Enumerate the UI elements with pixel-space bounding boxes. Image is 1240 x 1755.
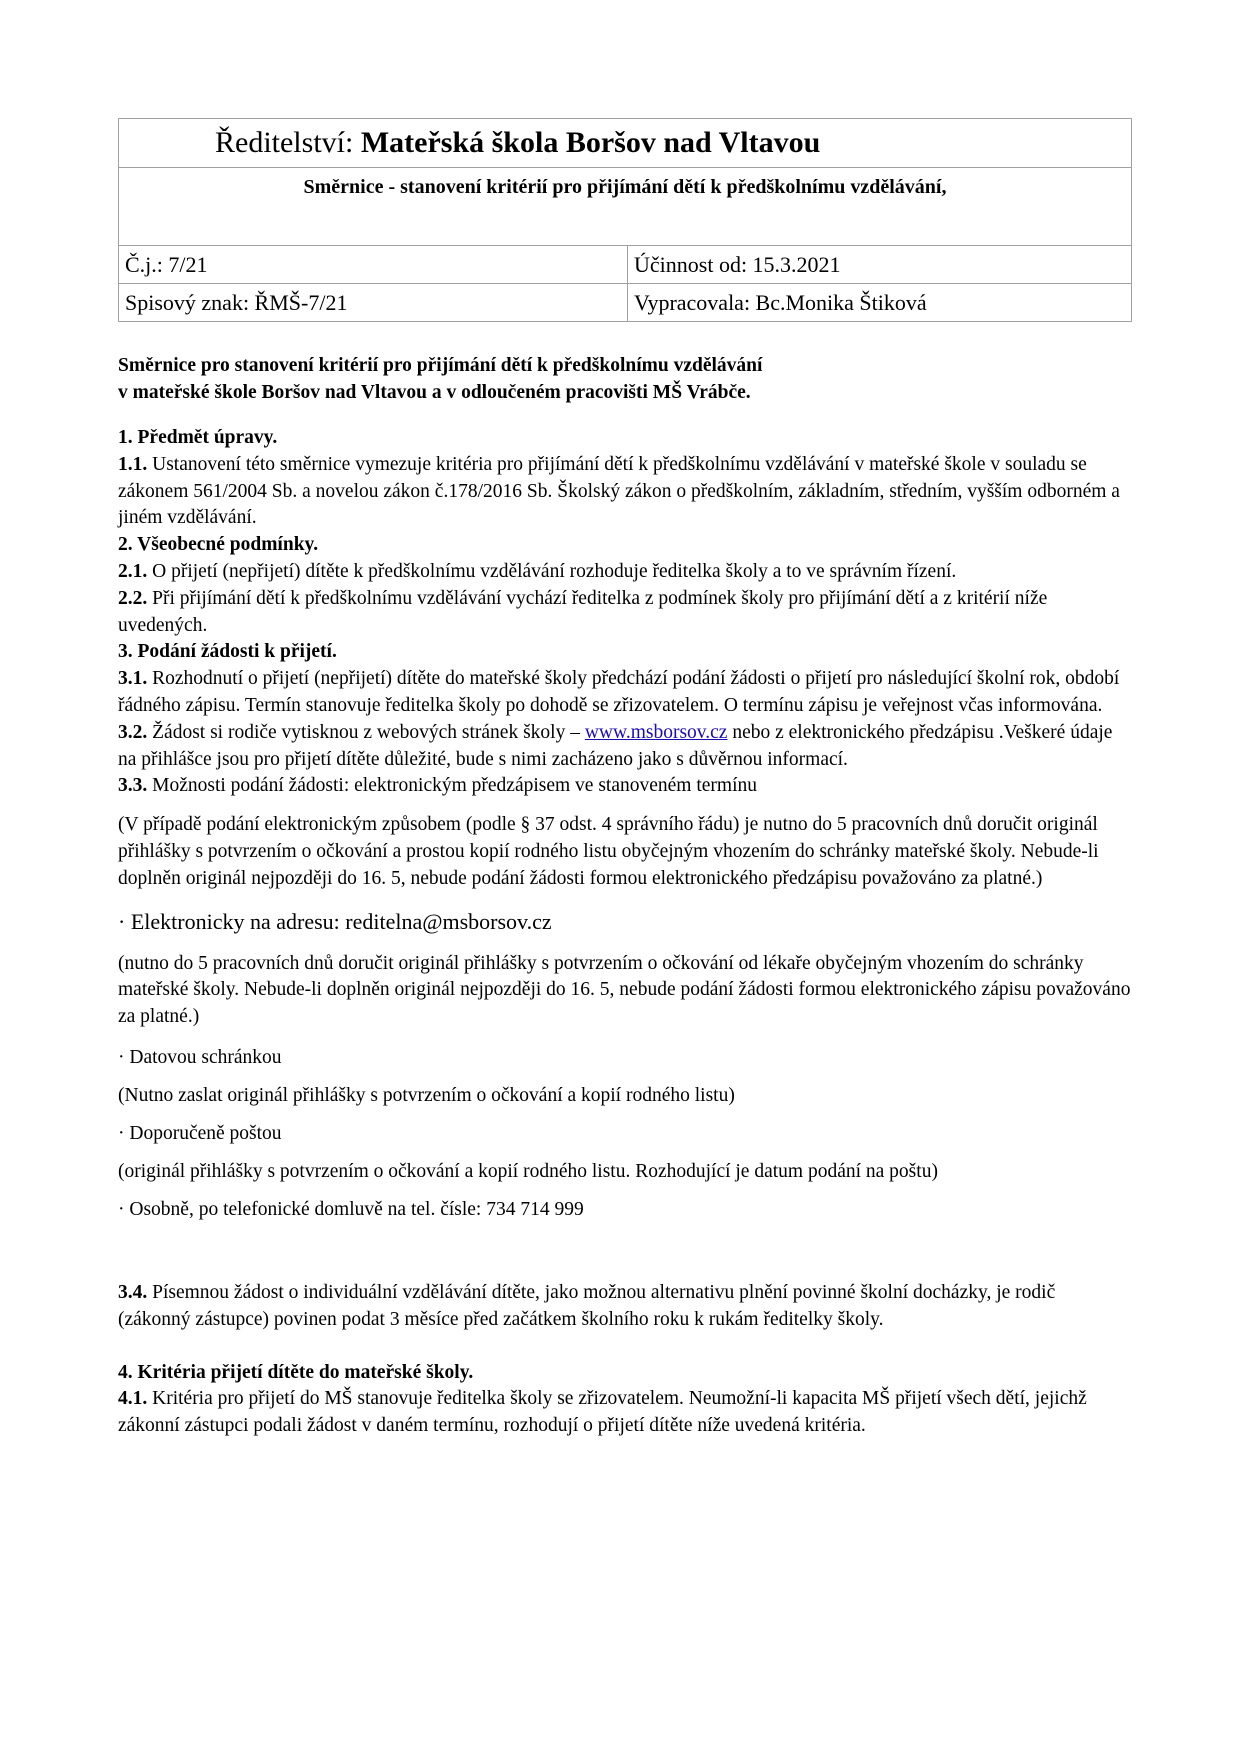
prepared-by: Vypracovala: Bc.Monika Štiková (628, 284, 1132, 322)
section-4-heading: 4. Kritéria přijetí dítěte do mateřské školy. (118, 1361, 474, 1383)
document-title (118, 352, 1132, 406)
bullet-person: · Osobně, po telefonické domluvě na tel. čísle: 734 714 999 (118, 1198, 584, 1220)
paragraph-text: Žádost si rodiče vytisknou z webových stránek školy – (147, 721, 585, 743)
paragraph-1-1 (118, 452, 1132, 532)
title-line-1: Směrnice pro stanovení kritérií pro přijímání dětí k předškolnímu vzdělávání (118, 355, 763, 376)
paragraph-text: Možnosti podání žádosti: elektronickým předzápisem ve stanoveném termínu (147, 775, 758, 797)
section-3-heading: 3. Podání žádosti k přijetí. (118, 641, 337, 663)
effective-date: Účinnost od: 15.3.2021 (628, 246, 1132, 284)
section-1-heading: 1. Předmět úpravy. (118, 427, 278, 448)
paragraph-text: Ustanovení této směrnice vymezuje kritéria pro přijímání dětí k předškolnímu vzdělávání v mateřské škole v souladu se zákonem 561/2004 Sb. a novelou zákon č.178/2016 Sb. Školský zákon o předškolním, základním, středním, vyšším odborném a jiném vzdělávání. (118, 453, 1120, 529)
paragraph-number: 2.2. (118, 587, 148, 609)
paragraph-text: Písemnou žádost o individuální vzdělávání dítěte, jako možnou alternativu plnění povinné školní docházky, je rodič (zákonný zástupce) povinen podat 3 měsíce před začátkem školního roku k rukám ředitelky školy. (118, 1281, 1056, 1330)
school-name: Mateřská škola Boršov nad Vltavou (360, 126, 821, 159)
bullet-post: · Doporučeně poštou (118, 1122, 282, 1144)
school-website-link[interactable]: www.msborsov.cz (584, 721, 728, 743)
post-note: (originál přihlášky s potvrzením o očkování a kopií rodného listu. Rozhodující je datum podání na poštu) (118, 1160, 938, 1182)
file-code: Spisový znak: ŘMŠ-7/21 (119, 284, 628, 322)
director-prefix: Ředitelství: (215, 126, 361, 159)
ref-number: Č.j.: 7/21 (119, 246, 628, 284)
document-page (118, 118, 1132, 1440)
paragraph-number: 3.4. (118, 1281, 148, 1303)
header-school-cell (119, 119, 1132, 168)
section-2-heading: 2. Všeobecné podmínky. (118, 534, 319, 556)
section-4 (118, 1360, 1132, 1440)
paragraph-number: 3.1. (118, 668, 148, 690)
paragraph-number: 3.2. (118, 721, 148, 743)
paragraph-number: 1.1. (118, 453, 148, 475)
paragraph-text: Rozhodnutí o přijetí (nepřijetí) dítěte do mateřské školy předchází podání žádosti o přijetí pro následující školní rok, období řádného zápisu. Termín stanovuje ředitelka školy po dohodě se zřizovatelem. O termínu zápisu je veřejnost včas informována. (118, 668, 1120, 716)
databox-note: (Nutno zaslat originál přihlášky s potvrzením o očkování a kopií rodného listu) (118, 1084, 735, 1106)
electronic-note: (V případě podání elektronickým způsobem (podle § 37 odst. 4 správního řádu) je nutno do 5 pracovních dnů doručit originál přihlášky s potvrzením o očkování a prostou kopií rodného listu obyčejným vhozením do schránky mateřské školy. Nebude-li doplněn originál nejpozději do 16. 5, nebude podání žádosti formou elektronického předzápisu považováno za platné.) (118, 814, 1099, 889)
paragraph-3-4 (118, 1280, 1132, 1334)
title-line-2: v mateřské škole Boršov nad Vltavou a v odloučeném pracovišti MŠ Vrábče. (118, 382, 751, 403)
paragraph-number: 4.1. (118, 1388, 148, 1410)
paragraph-4-1 (118, 1386, 1132, 1440)
paragraph-3-3 (118, 773, 1132, 800)
paragraph-text: nebo z elektronického předzápisu .Veškeré údaje na přihlášce jsou pro přijetí dítěte důležité, bude s nimi zacházeno jako s důvěrnou informací. (118, 721, 1113, 770)
paragraph-3-2 (118, 720, 1132, 774)
paragraph-text: O přijetí (nepřijetí) dítěte k předškolnímu vzdělávání rozhoduje ředitelka školy a to ve správním řízení. (147, 560, 957, 582)
bullet-email: · Elektronicky na adresu: reditelna@msborsov.cz (118, 908, 552, 934)
paragraph-2-1 (118, 559, 1132, 586)
email-note: (nutno do 5 pracovních dnů doručit originál přihlášky s potvrzením o očkování od lékaře obyčejným vhozením do schránky mateřské školy. Nebude-li doplněn originál nejpozději do 16. 5, nebude podání žádosti formou elektronického zápisu považováno za platné.) (118, 952, 1131, 1028)
header-table (118, 118, 1132, 322)
bullet-databox: · Datovou schránkou (118, 1046, 282, 1068)
paragraph-number: 3.3. (118, 775, 148, 797)
paragraph-2-2 (118, 586, 1132, 640)
paragraph-text: Kritéria pro přijetí do MŠ stanovuje ředitelka školy se zřizovatelem. Neumožní-li kapacita MŠ přijetí všech dětí, jejichž zákonní zástupci podali žádost v daném termínu, rozhodují o přijetí dítěte níže uvedená kritéria. (118, 1388, 1087, 1437)
paragraph-number: 2.1. (118, 560, 148, 582)
paragraph-3-1 (118, 666, 1132, 720)
section-1 (118, 425, 1132, 800)
paragraph-text: Při přijímání dětí k předškolnímu vzdělávání vychází ředitelka z podmínek školy pro přijímání dětí a z kritérií níže uvedených. (118, 587, 1048, 636)
directive-title: Směrnice - stanovení kritérií pro přijímání dětí k předškolnímu vzdělávání, (119, 168, 1132, 246)
